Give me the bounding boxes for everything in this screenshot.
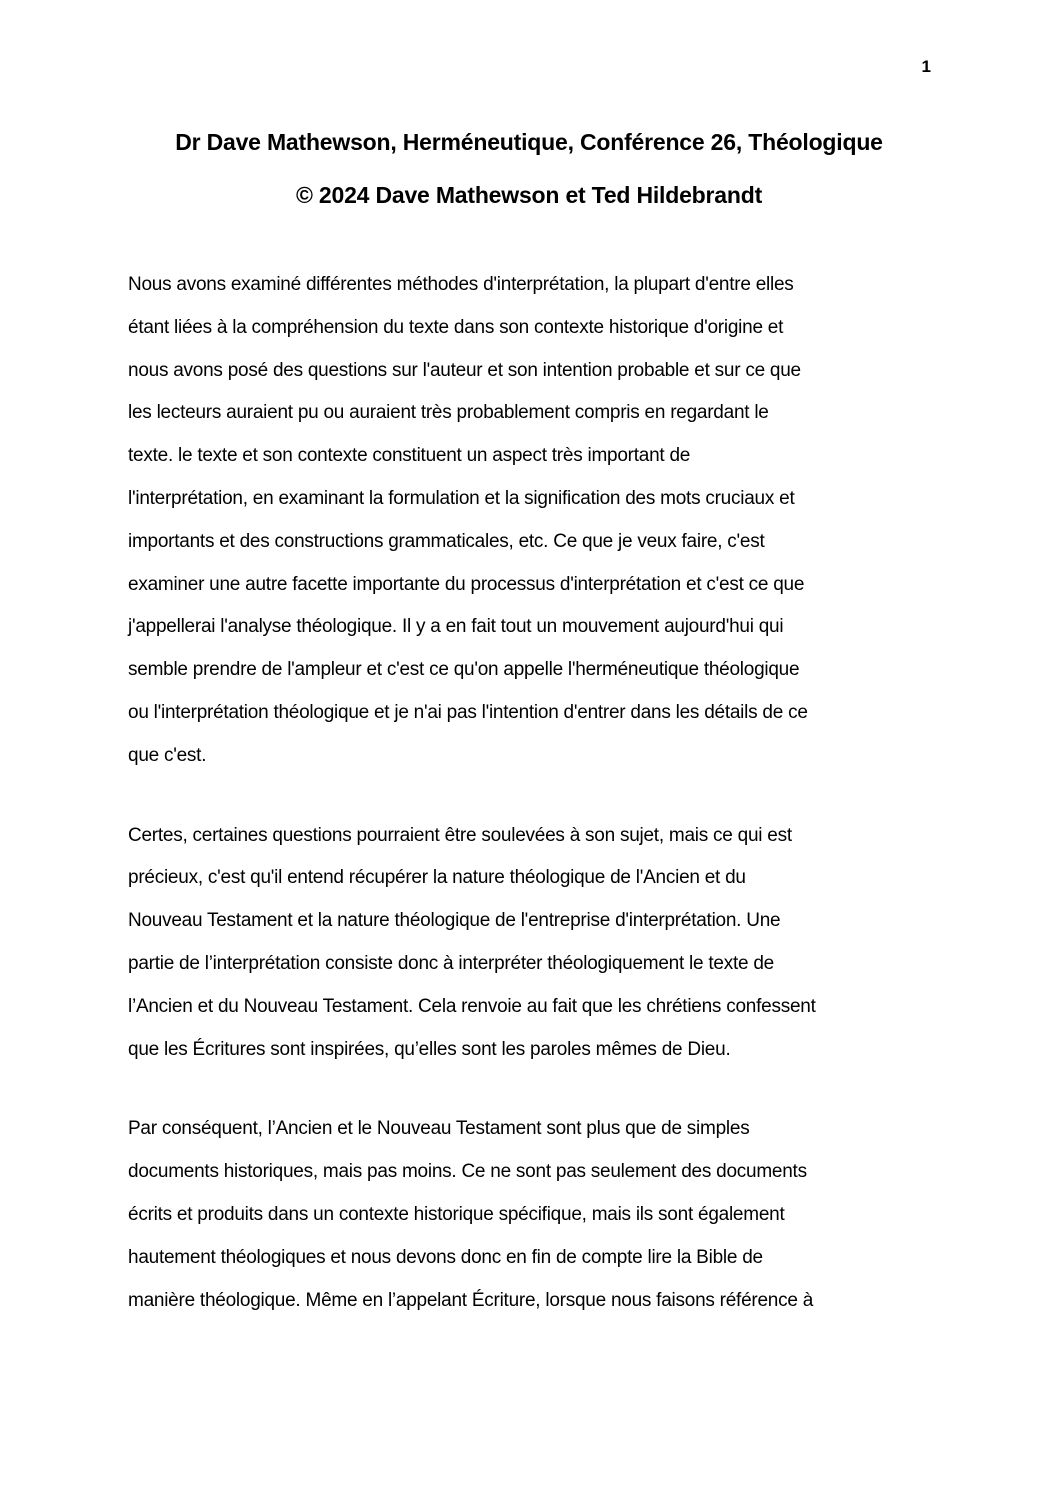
text-line: ou l'interprétation théologique et je n'ai pas l'intention d'entrer dans les détails de ce xyxy=(128,701,808,723)
text-line: hautement théologiques et nous devons donc en fin de compte lire la Bible de xyxy=(128,1246,763,1268)
document-title xyxy=(0,0,1058,222)
text-line: j'appellerai l'analyse théologique. Il y a en fait tout un mouvement aujourd'hui qui xyxy=(128,616,784,638)
text-line: semble prendre de l'ampleur et c'est ce qu'on appelle l'herméneutique théologique xyxy=(128,659,800,681)
document-body xyxy=(0,264,1058,1322)
text-line: l’Ancien et du Nouveau Testament. Cela renvoie au fait que les chrétiens confessent xyxy=(128,995,816,1017)
text-line: texte. le texte et son contexte constituent un aspect très important de xyxy=(128,445,691,467)
text-line: importants et des constructions grammaticales, etc. Ce que je veux faire, c'est xyxy=(128,530,765,552)
text-line: nous avons posé des questions sur l'auteur et son intention probable et sur ce que xyxy=(128,359,801,381)
paragraph-1 xyxy=(128,264,938,778)
page-number: 1 xyxy=(921,57,931,76)
text-line: manière théologique. Même en l’appelant Écriture, lorsque nous faisons référence à xyxy=(128,1289,814,1311)
text-line: Nouveau Testament et la nature théologique de l'entreprise d'interprétation. Une xyxy=(128,910,781,932)
paragraph-2 xyxy=(128,815,938,1072)
paragraph-3 xyxy=(128,1108,938,1322)
text-line: partie de l’interprétation consiste donc à interpréter théologiquement le texte de xyxy=(128,952,774,974)
title-line-1: Dr Dave Mathewson, Herméneutique, Conférence 26, Théologique xyxy=(175,129,883,155)
text-line: précieux, c'est qu'il entend récupérer la nature théologique de l'Ancien et du xyxy=(128,867,746,889)
text-line: Par conséquent, l’Ancien et le Nouveau Testament sont plus que de simples xyxy=(128,1118,750,1140)
text-line: que les Écritures sont inspirées, qu’elles sont les paroles mêmes de Dieu. xyxy=(128,1038,731,1060)
text-line: examiner une autre facette importante du processus d'interprétation et c'est ce que xyxy=(128,573,805,595)
text-line: que c'est. xyxy=(128,744,207,766)
text-line: Nous avons examiné différentes méthodes d'interprétation, la plupart d'entre elles xyxy=(128,274,794,295)
title-line-2: © 2024 Dave Mathewson et Ted Hildebrandt xyxy=(295,182,763,208)
text-line: Certes, certaines questions pourraient être soulevées à son sujet, mais ce qui est xyxy=(128,824,792,846)
text-line: étant liées à la compréhension du texte dans son contexte historique d'origine et xyxy=(128,316,784,338)
text-line: les lecteurs auraient pu ou auraient très probablement compris en regardant le xyxy=(128,402,769,424)
text-line: documents historiques, mais pas moins. Ce ne sont pas seulement des documents xyxy=(128,1161,807,1183)
text-line: écrits et produits dans un contexte historique spécifique, mais ils sont également xyxy=(128,1203,785,1225)
text-line: l'interprétation, en examinant la formulation et la signification des mots cruciaux et xyxy=(128,487,795,509)
